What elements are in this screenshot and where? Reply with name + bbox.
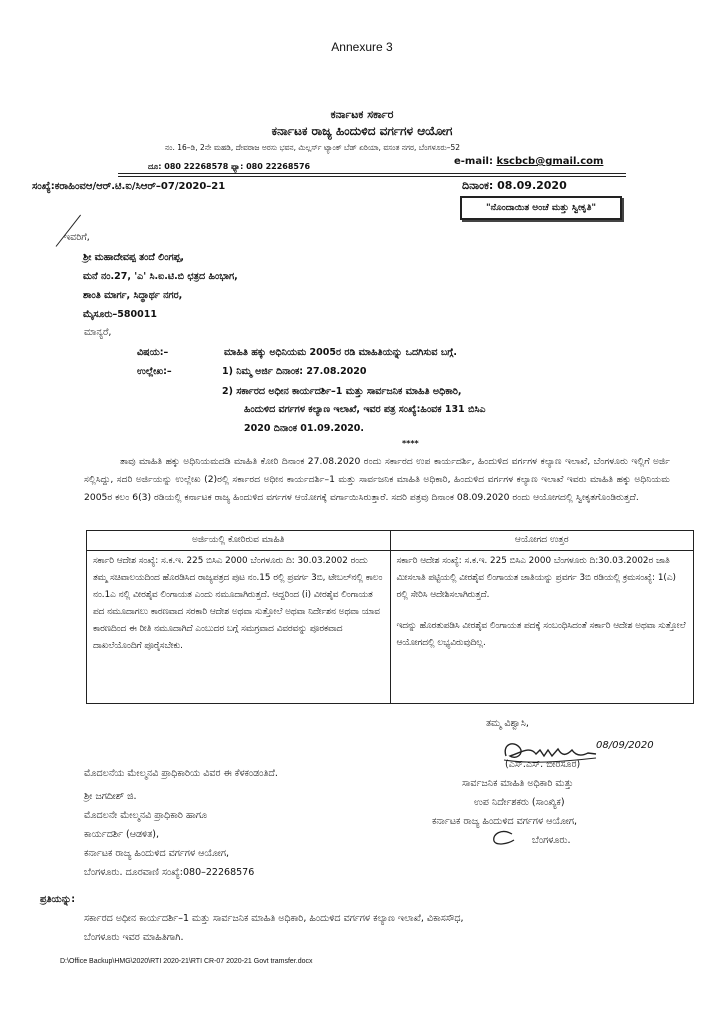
reference-number: ಸಂಖ್ಯೆ:ಕರಾಹಿಂವಆ/ಆರ್.ಟಿ.ಐ/ಸಿಆರ್–07/2020–21: [32, 181, 226, 192]
appeal-officer-name: ಶ್ರೀ ಜಗದೀಶ್ ಜಿ.: [84, 791, 137, 802]
appeal-intro: ಮೊದಲನೆಯ ಮೇಲ್ಮನವಿ ಪ್ರಾಧಿಕಾರಿಯ ವಿವರ ಈ ಕೆಳಕಂಡಂತಿದೆ.: [84, 768, 278, 779]
table-cell-request: [87, 551, 391, 704]
reply-paragraph-2: ಇದನ್ನು ಹೊರತುಪಡಿಸಿ ವೀರಶೈವ ಲಿಂಗಾಯತ ಪದಕ್ಕೆ ಸಂಬಂಧಿಸಿದಂತೆ ಸರ್ಕಾರಿ ಆದೇಶ ಅಥವಾ ಸುತ್ತೋಲೆ ಆಯೋಗದಲ್ಲಿ ಲಭ್ಯವಿರುವುದಿಲ್ಲ.: [396, 621, 686, 648]
appeal-officer-office: ಕರ್ನಾಟಕ ರಾಜ್ಯ ಹಿಂದುಳಿದ ವರ್ಗಗಳ ಆಯೋಗ,: [84, 848, 229, 859]
signatory-city: ಬೆಂಗಳೂರು.: [532, 835, 571, 846]
signatory-title-2: ಉಪ ನಿರ್ದೇಶಕರು (ಸಾಂಖ್ಯಿಕ): [474, 797, 565, 808]
appeal-officer-role: ಮೊದಲನೇ ಮೇಲ್ಮನವಿ ಪ್ರಾಧಿಕಾರಿ ಹಾಗೂ: [84, 810, 208, 821]
addressee-label: ಇವರಿಗೆ,: [64, 232, 90, 243]
closing: ತಮ್ಮ ವಿಶ್ವಾಸಿ,: [486, 718, 529, 729]
reply-gap: [397, 604, 688, 618]
copy-line-1: ಸರ್ಕಾರದ ಅಧೀನ ಕಾರ್ಯದರ್ಶಿ–1 ಮತ್ತು ಸಾರ್ವಜನಿಕ ಮಾಹಿತಿ ಅಧಿಕಾರಿ, ಹಿಂದುಳಿದ ವರ್ಗಗಳ ಕಲ್ಯಾಣ ಇಲಾಖೆ, ವಿಕಾಸಸೌಧ,: [84, 913, 464, 924]
salutation: ಮಾನ್ಯರೆ,: [84, 327, 112, 338]
reference-item-2: 2) ಸರ್ಕಾರದ ಅಧೀನ ಕಾರ್ಯದರ್ಶಿ–1 ಮತ್ತು ಸಾರ್ವಜನಿಕ ಮಾಹಿತಿ ಅಧಿಕಾರಿ,: [222, 386, 462, 397]
subject-label: ವಿಷಯ:–: [137, 347, 169, 358]
registered-post-stamp: "ನೊಂದಾಯಿತ ಅಂಚೆ ಮತ್ತು ಸ್ವೀಕೃತಿ": [460, 196, 622, 220]
reply-paragraph-1: ಸರ್ಕಾರಿ ಆದೇಶ ಸಂಖ್ಯೆ: ಸ.ಕ.ಇ. 225 ಬಿಸಿಎ 2000 ಬೆಂಗಳೂರು ದಿ:30.03.2002ರ ಜಾತಿ ಮೀಸಲಾತಿ ಪಟ್ಟಿಯಲ್ಲಿ ವೀರಶೈವ ಲಿಂಗಾಯತ ಜಾತಿಯನ್ನು ಪ್ರವರ್ಗ 3ಬಿ ರಡಿಯಲ್ಲಿ ಕ್ರಮಸಂಖ್ಯೆ: 1(ಎ) ರಲ್ಲಿ ಸೇರಿಸಿ ಆದೇಶಿಸಲಾಗಿರುತ್ತದೆ.: [396, 556, 676, 600]
email-label: e-mail:: [454, 156, 497, 167]
letterhead-divider: [118, 173, 626, 174]
body-paragraph: ತಾವು ಮಾಹಿತಿ ಹಕ್ಕು ಅಧಿನಿಯಮದಡಿ ಮಾಹಿತಿ ಕೋರಿ ದಿನಾಂಕ 27.08.2020 ರಂದು ಸರ್ಕಾರದ ಉಪ ಕಾರ್ಯದರ್ಶಿ, ಹಿಂದುಳಿದ ವರ್ಗಗಳ ಕಲ್ಯಾಣ ಇಲಾಖೆ, ಬೆಂಗಳೂರು ಇಲ್ಲಿಗೆ ಅರ್ಜಿ ಸಲ್ಲಿಸಿದ್ದು, ಸದರಿ ಅರ್ಜಿಯನ್ನು ಉಲ್ಲೇಖ (2)ರಲ್ಲಿ ಸರ್ಕಾರದ ಅಧೀನ ಕಾರ್ಯದರ್ಶಿ–1 ಮತ್ತು ಸಾರ್ವಜನಿಕ ಮಾಹಿತಿ ಅಧಿಕಾರಿ, ಹಿಂದುಳಿದ ವರ್ಗಗಳ ಕಲ್ಯಾಣ ಇಲಾಖೆ ಇವರು ಮಾಹಿತಿ ಹಕ್ಕು ಅಧಿನಿಯಮ 2005ರ ಕಲಂ 6(3) ರಡಿಯಲ್ಲಿ ಕರ್ನಾಟಕ ರಾಜ್ಯ ಹಿಂದುಳಿದ ವರ್ಗಗಳ ಆಯೋಗಕ್ಕೆ ವರ್ಗಾಯಿಸಿರುತ್ತಾರೆ. ಸದರಿ ಪತ್ರವು ದಿನಾಂಕ 08.09.2020 ರಂದು ಆಯೋಗದಲ್ಲಿ ಸ್ವೀಕೃತಗೊಂಡಿರುತ್ತದೆ.: [84, 456, 670, 503]
addressee-line: ಮೈಸೂರು–580011: [83, 309, 157, 320]
initial-mark: [488, 828, 518, 848]
signatory-office: ಕರ್ನಾಟಕ ರಾಜ್ಯ ಹಿಂದುಳಿದ ವರ್ಗಗಳ ಆಯೋಗ,: [432, 816, 577, 827]
table-header-reply: ಆಯೋಗದ ಉತ್ತರ: [390, 531, 694, 551]
copy-line-2: ಬೆಂಗಳೂರು ಇವರ ಮಾಹಿತಿಗಾಗಿ.: [84, 932, 184, 943]
references-label: ಉಲ್ಲೇಖ:–: [137, 366, 172, 377]
email-link[interactable]: kscbcb@gmail.com: [496, 156, 604, 167]
file-path-footer: D:\Office Backup\HMG\2020\RTI 2020-21\RTI CR-07 2020-21 Govt tramsfer.docx: [60, 958, 313, 965]
copy-label: ಪ್ರತಿಯನ್ನು:: [40, 894, 76, 905]
letterhead-phone: ದೂ: 080 22268578 ಫ್ಯಾ: 080 22268576: [148, 162, 311, 171]
addressee-line: ಮನೆ ನಂ.27, 'ಎ' ಸಿ.ಐ.ಟಿ.ಬಿ ಛತ್ರದ ಹಿಂಭಾಗ,: [83, 271, 238, 282]
table-cell-reply: [390, 551, 694, 704]
appeal-officer-title: ಕಾರ್ಯದರ್ಶಿ (ಆಡಳಿತ),: [84, 829, 159, 840]
letterhead-commission: ಕರ್ನಾಟಕ ರಾಜ್ಯ ಹಿಂದುಳಿದ ವರ್ಗಗಳ ಆಯೋಗ: [271, 124, 453, 138]
signatory-title-1: ಸಾರ್ವಜನಿಕ ಮಾಹಿತಿ ಅಧಿಕಾರಿ ಮತ್ತು: [462, 778, 574, 789]
letterhead-govt: ಕರ್ನಾಟಕ ಸರ್ಕಾರ: [330, 108, 394, 121]
letter-date: ದಿನಾಂಕ: 08.09.2020: [462, 179, 567, 192]
subject-text: ಮಾಹಿತಿ ಹಕ್ಕು ಅಧಿನಿಯಮ 2005ರ ರಡಿ ಮಾಹಿತಿಯನ್ನು ಒದಗಿಸುವ ಬಗ್ಗೆ.: [224, 347, 457, 358]
appeal-officer-phone: ಬೆಂಗಳೂರು. ದೂರವಾಣಿ ಸಂಖ್ಯೆ:080–22268576: [84, 867, 255, 878]
separator: ****: [402, 439, 419, 448]
response-table: [86, 530, 694, 704]
signatory-name: (ಎಸ್.ಎಸ್. ಬೀರಸೂರ): [505, 759, 581, 770]
letterhead-address: ನಂ. 16–ಡಿ, 2ನೇ ಮಹಡಿ, ದೇವರಾಜ ಅರಸು ಭವನ, ಮಿಲ್ಲರ್ಸ್ ಟ್ಯಾಂಕ್ ಬೆಡ್ ಏರಿಯಾ, ವಸಂತ ನಗರ, ಬೆಂಗಳೂರು–52: [165, 143, 461, 152]
reference-item-1: 1) ನಿಮ್ಮ ಅರ್ಜಿ ದಿನಾಂಕ: 27.08.2020: [222, 366, 367, 377]
reference-item-2-cont: ಹಿಂದುಳಿದ ವರ್ಗಗಳ ಕಲ್ಯಾಣ ಇಲಾಖೆ, ಇವರ ಪತ್ರ ಸಂಖ್ಯೆ:ಹಿಂವಕ 131 ಬಿಸಿಎ: [244, 404, 486, 415]
table-header-request: ಅರ್ಜಿಯಲ್ಲಿ ಕೋರಿರುವ ಮಾಹಿತಿ: [87, 531, 391, 551]
letterhead-email: [454, 156, 603, 167]
signature-date: 08/09/2020: [596, 740, 654, 751]
letterhead-divider-thin: [118, 176, 626, 177]
request-text: ಸರ್ಕಾರಿ ಆದೇಶ ಸಂಖ್ಯೆ: ಸ.ಕ.ಇ. 225 ಬಿಸಿಎ 2000 ಬೆಂಗಳೂರು ದಿ: 30.03.2002 ರಂದು ತಮ್ಮ ಸಚಿವಾಲಯದಿಂದ ಹೊರಡಿಸಿದ ರಾಜ್ಯಪತ್ರದ ಪುಟ ನಂ.15 ರಲ್ಲಿ ಪ್ರವರ್ಗ 3ಬಿ, ಟೇಬಲ್‌ನಲ್ಲಿ ಕಾಲಂ ನಂ.1ಎ ನಲ್ಲಿ ವೀರಶೈವ ಲಿಂಗಾಯತ ಎಂದು ನಮೂದಾಗಿರುತ್ತದೆ. ಆದ್ದರಿಂದ (i) ವೀರಶೈವ ಲಿಂಗಾಯತ ಪದ ನಮೂದಾಗಲು ಕಾರಣವಾದ ಸರಕಾರಿ ಆದೇಶ ಅಥವಾ ಸುತ್ತೋಲೆ ಅಥವಾ ನಿರ್ದೇಶನ ಅಥವಾ ಯಾವ ಕಾರಣದಿಂದ ಈ ರೀತಿ ನಮೂದಾಗಿದೆ ಎಂಬುದರ ಬಗ್ಗೆ ಸಮಗ್ರವಾದ ವಿವರವನ್ನು ಪೂರಕವಾದ ದಾಖಲೆಯೊಂದಿಗೆ ಪೂರೈಸಬೇಕು.: [93, 556, 383, 651]
annexure-label: Annexure 3: [331, 40, 393, 54]
addressee-line: ಶಾಂತಿ ಮಾರ್ಗ, ಸಿದ್ಧಾರ್ಥ ನಗರ,: [83, 290, 183, 301]
reference-item-2-cont: 2020 ದಿನಾಂಕ 01.09.2020.: [244, 423, 365, 434]
addressee-line: ಶ್ರೀ ಮಹಾದೇವಪ್ಪ ತಂದೆ ಲಿಂಗಪ್ಪ,: [83, 252, 185, 263]
